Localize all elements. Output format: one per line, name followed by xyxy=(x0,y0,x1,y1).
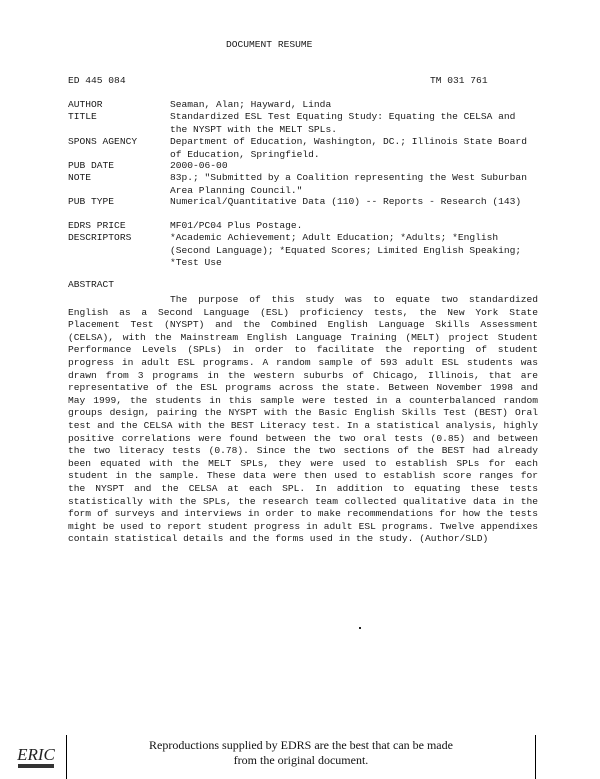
reproduction-line-1: Reproductions supplied by EDRS are the best that can be made xyxy=(149,738,453,752)
abstract-label: ABSTRACT xyxy=(68,279,115,290)
abstract-text: The purpose of this study was to equate two standardized English as a Second Language (ESL) proficiency tests, the New York State Placement Test (NYSPT) and the Combined English Language Skills Assessment (CELSA), with the Mainstream English Language Training (MELT) project Student Performance Levels (SPLs) in order to facilitate the reporting of student progress in adult ESL programs. A random sample of 593 adult ESL students was drawn from 3 programs in the western suburbs of Chicago, Illinois, that are representative of the ESL programs across the state. Between November 1998 and May 1999, the students in this sample were tested in a counterbalanced random groups design, pairing the NYSPT with the Basic English Skills Test (BEST) Oral test and the CELSA with the BEST Literacy test. In a statistical analysis, highly positive correlations were found between the two oral tests (0.85) and between the two literacy tests (0.78). Since the two sections of the BEST had already been equated with the MELT SPLs, they were used to establish SPLs for each student in the sample. These data were then used to establish score ranges for the NYSPT and the CELSA at each SPL. In addition to equating these tests statistically with the SPLs, the research team collected qualitative data in the form of surveys and interviews in order to make recommendations for how the tests might be used to report student progress in adult ESL programs. Twelve appendixes contain statistical details and the forms used in the study. (Author/SLD) xyxy=(68,294,538,545)
eric-logo-text: ERIC xyxy=(17,745,55,764)
field-label: SPONS AGENCY xyxy=(68,136,138,147)
field-value: Standardized ESL Test Equating Study: Equating the CELSA and the NYSPT with the MELT SPLs. xyxy=(170,111,516,135)
field-label: TITLE xyxy=(68,111,97,122)
tm-number: TM 031 761 xyxy=(430,75,488,86)
reproduction-line-2: from the original document. xyxy=(233,753,369,767)
field-value: Numerical/Quantitative Data (110) -- Reports - Research (143) xyxy=(170,196,522,207)
field-label: PUB TYPE xyxy=(68,196,115,207)
stray-mark xyxy=(359,627,361,629)
field-label: NOTE xyxy=(68,172,92,183)
field-value: 2000-06-00 xyxy=(170,160,228,171)
field-label: EDRS PRICE xyxy=(68,220,126,231)
ed-number: ED 445 084 xyxy=(68,75,126,86)
document-title: DOCUMENT RESUME xyxy=(226,39,313,50)
field-label: PUB DATE xyxy=(68,160,115,171)
field-value: Department of Education, Washington, DC.; Illinois State Board of Education, Springfield. xyxy=(170,136,527,160)
reproduction-note xyxy=(66,735,536,779)
field-value: *Academic Achievement; Adult Education; *Adults; *English (Second Language); *Equated Scores; Limited English Speaking; *Test Use xyxy=(170,232,522,269)
eric-logo xyxy=(14,742,58,770)
field-value: 83p.; "Submitted by a Coalition representing the West Suburban Area Planning Council." xyxy=(170,172,527,196)
field-label: DESCRIPTORS xyxy=(68,232,132,243)
field-value: Seaman, Alan; Hayward, Linda xyxy=(170,99,332,110)
field-value: MF01/PC04 Plus Postage. xyxy=(170,220,303,231)
reproduction-text xyxy=(67,738,535,768)
field-label: AUTHOR xyxy=(68,99,103,110)
